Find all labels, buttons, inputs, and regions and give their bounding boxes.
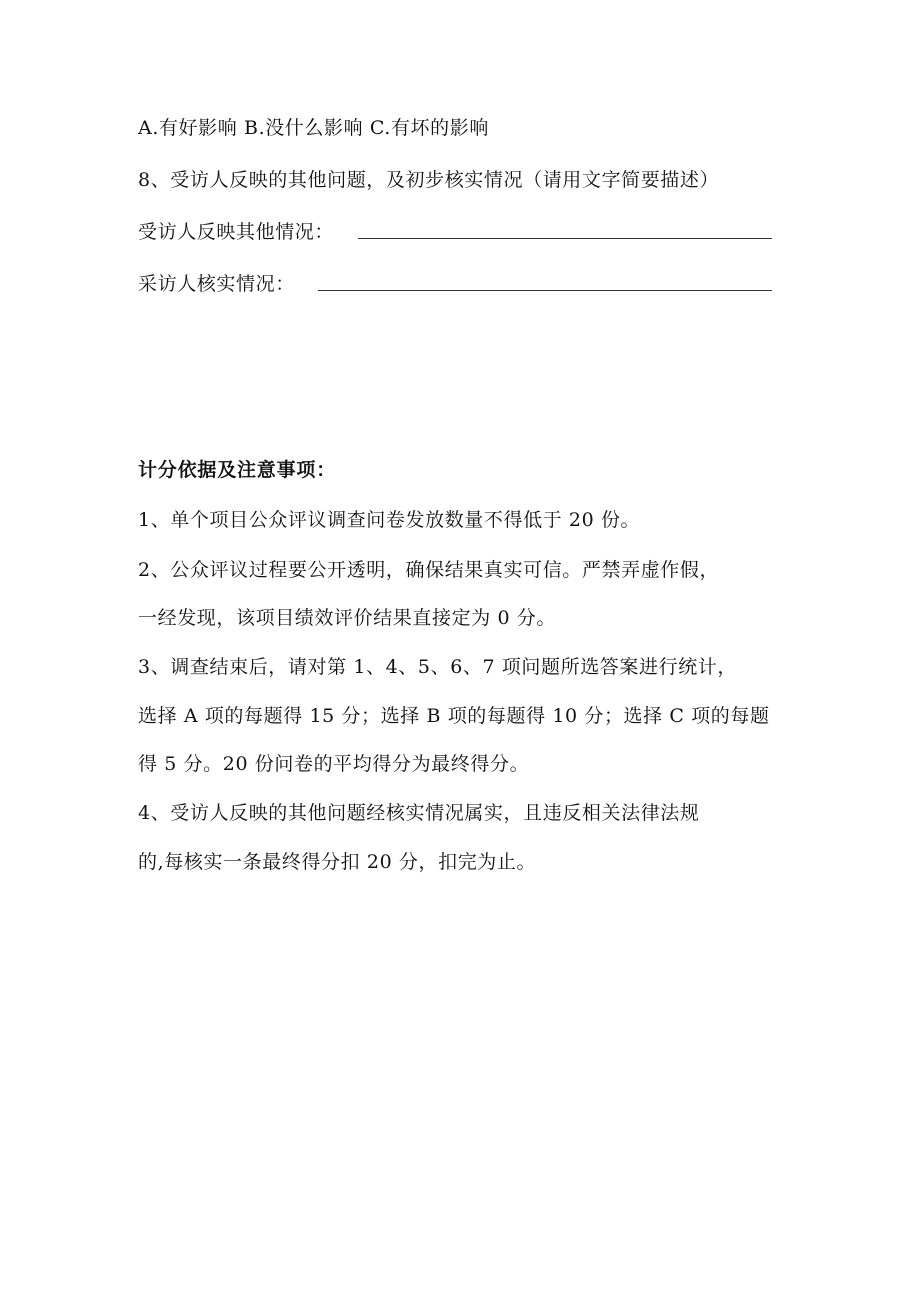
notes-line-1: 1、单个项目公众评议调查问卷发放数量不得低于 20 份。: [138, 509, 641, 531]
other-situation-row: [138, 219, 334, 245]
verify-row: [138, 271, 295, 297]
question8-title: 8、受访人反映的其他问题，及初步核实情况（请用文字简要描述）: [138, 169, 720, 191]
notes-heading: 计分依据及注意事项：: [138, 459, 337, 481]
other-situation-label: 受访人反映其他情况：: [138, 221, 335, 243]
notes-line-4: 3、调查结束后，请对第 1、4、5、6、7 项问题所选答案进行统计，: [138, 656, 738, 678]
notes-line-8: 的,每核实一条最终得分扣 20 分，扣完为止。: [138, 851, 537, 873]
notes-line-6: 得 5 分。20 份问卷的平均得分为最终得分。: [138, 753, 530, 775]
verify-label: 采访人核实情况：: [138, 273, 295, 295]
notes-line-3: 一经发现，该项目绩效评价结果直接定为 0 分。: [138, 607, 556, 629]
notes-line-5: 选择 A 项的每题得 15 分；选择 B 项的每题得 10 分；选择 C 项的每题: [138, 705, 770, 727]
notes-line-2: 2、公众评议过程要公开透明，确保结果真实可信。严禁弄虚作假，: [138, 559, 720, 581]
question7-options: A.有好影响 B.没什么影响 C.有坏的影响: [138, 117, 489, 139]
notes-line-7: 4、受访人反映的其他问题经核实情况属实，且违反相关法律法规: [138, 802, 700, 824]
verify-blank-line[interactable]: [318, 290, 772, 291]
other-situation-blank-line[interactable]: [358, 238, 772, 239]
